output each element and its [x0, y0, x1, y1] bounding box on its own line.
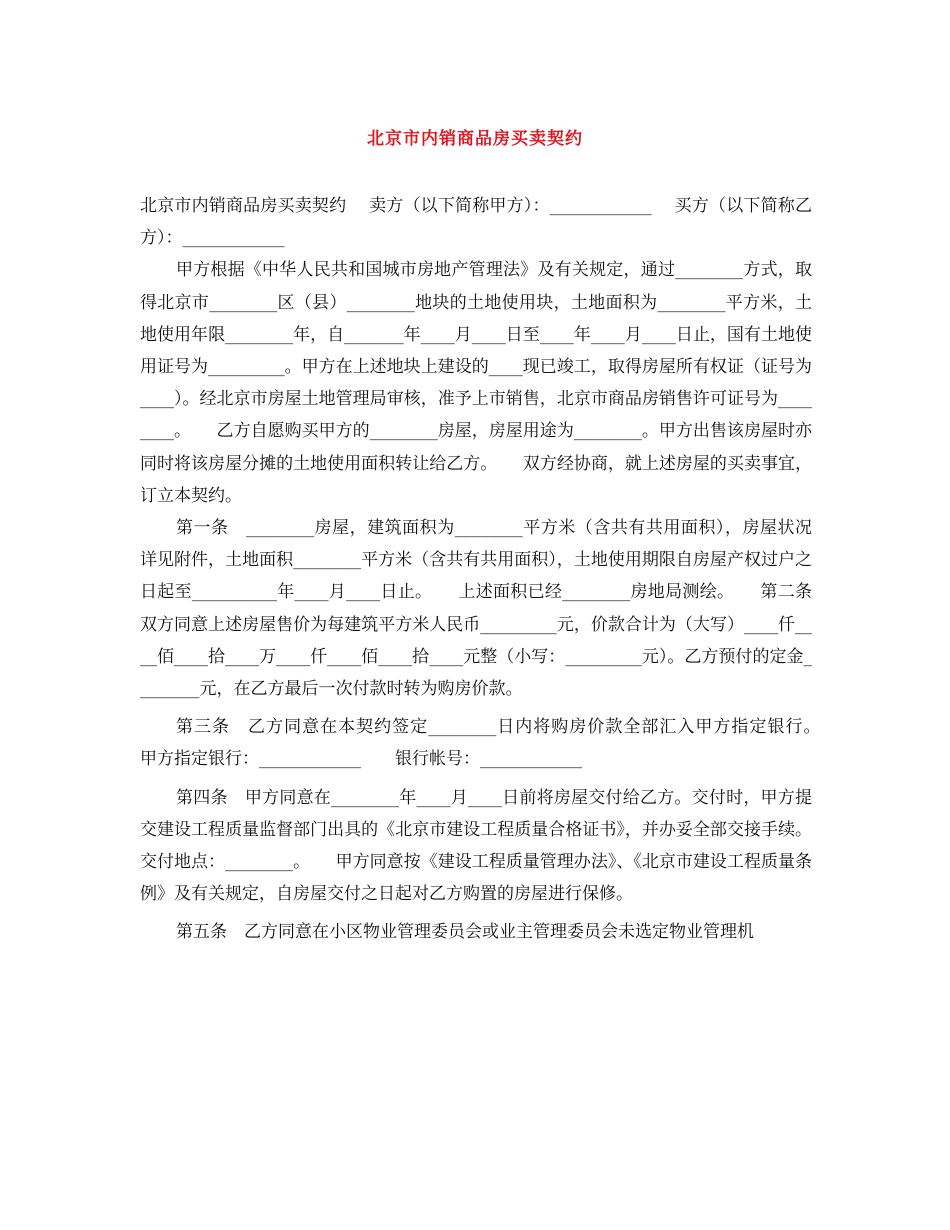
- paragraph-parties: 北京市内销商品房买卖契约 卖方（以下简称甲方）：____________ 买方（以下简称乙方）：____________: [140, 196, 812, 249]
- paragraph-article-5: 第五条 乙方同意在小区物业管理委员会或业主管理委员会未选定物业管理机: [176, 922, 754, 943]
- paragraph-article-1-2: 第一条 ________房屋，建筑面积为________平方米（含共有共用面积），房屋状况详见附件，土地面积________平方米（含共有共用面积），土地使用期限自房屋产权过户之日起至__________年____月____日止。 上述面积已经________房地局测绘。 第二条 双方同意上述房屋售价为每建筑平方米人民币_________元，价款合计为（大写）____仟____佰____拾____万____仟____佰____拾____元整（小写：_________元）。乙方预付的定金________元，在乙方最后一次付款时转为购房价款。: [140, 518, 829, 700]
- paragraph-article-3: 第三条 乙方同意在本契约签定________日内将购房价款全部汇入甲方指定银行。 甲方指定银行：____________ 银行帐号：____________: [140, 717, 846, 770]
- document-title: 北京市内销商品房买卖契约: [367, 129, 583, 149]
- document-body: [140, 190, 846, 949]
- paragraph-preamble: 甲方根据《中华人民共和国城市房地产管理法》及有关规定，通过________方式，取得北京市________区（县）________地块的土地使用块，土地面积为________平方米，土地使用年限________年，自_______年____月____日至____年____月____日止，国有土地使用证号为_________。甲方在上述地块上建设的____现已竣工，取得房屋所有权证（证号为____）。经北京市房屋土地管理局审核，准予上市销售，北京市商品房销售许可证号为________。 乙方自愿购买甲方的________房屋，房屋用途为________。甲方出售该房屋时亦同时将该房屋分摊的土地使用面积转让给乙方。 双方经协商，就上述房屋的买卖事宜，订立本契约。: [140, 260, 812, 506]
- paragraph-article-4: 第四条 甲方同意在________年____月____日前将房屋交付给乙方。交付时，甲方提交建设工程质量监督部门出具的《北京市建设工程质量合格证书》，并办妥全部交接手续。交付地点：________。 甲方同意按《建设工程质量管理办法》、《北京市建设工程质量条例》及有关规定，自房屋交付之日起对乙方购置的房屋进行保修。: [140, 787, 812, 905]
